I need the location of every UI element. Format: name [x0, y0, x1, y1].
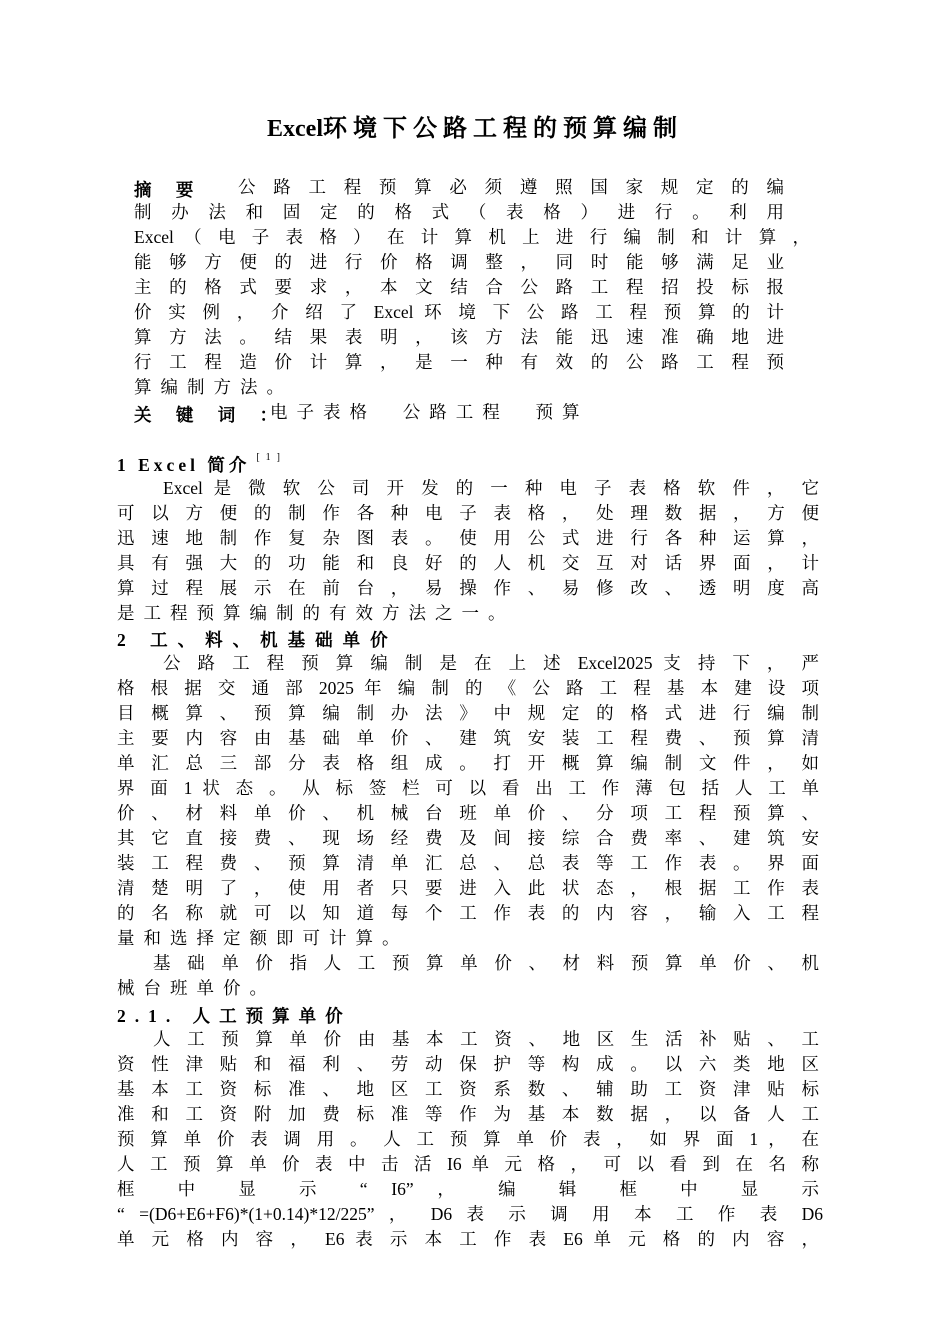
abstract-line: 价 实 例 ， 介 绍 了 Excel 环 境 下 公 路 工 程 预 算 的 计	[134, 302, 784, 322]
section-2-1-line: 人 工 预 算 单 价 表 中 击 活 I6 单 元 格 ， 可 以 看 到 在 名 称	[117, 1154, 819, 1174]
title-text: 环境下公路工程的预算编制	[322, 116, 683, 142]
section-1-line: 具 有 强 大 的 功 能 和 良 好 的 人 机 交 互 对 话 界 面 ， 计	[117, 553, 819, 573]
section-2-para2-line: 械台班单价。	[117, 978, 276, 998]
abstract-line: 行 工 程 造 价 计 算 ， 是 一 种 有 效 的 公 路 工 程 预	[134, 352, 784, 372]
section-2-1-heading: 2.1. 人工预算单价	[117, 1006, 352, 1026]
section-2-1-line: 框 中 显 示 “ I6” ， 编 辑 框 中 显 示	[117, 1179, 819, 1199]
section-1-heading-text: 1 Excel 简介	[117, 455, 251, 475]
section-2-line: 目 概 算 、 预 算 编 制 办 法 》 中 规 定 的 格 式 进 行 编 制	[117, 703, 819, 723]
keywords-label: 关 键 词 ：	[134, 405, 288, 425]
section-2-line: 其 它 直 接 费 、 现 场 经 费 及 间 接 综 合 费 率 、 建 筑 安	[117, 828, 819, 848]
section-2-line: 的 名 称 就 可 以 知 道 每 个 工 作 表 的 内 容 ， 输 入 工 程	[117, 903, 819, 923]
title-latin: Excel	[267, 116, 323, 142]
section-2-1-line: 人 工 预 算 单 价 由 基 本 工 资 、 地 区 生 活 补 贴 、 工	[153, 1029, 819, 1049]
section-2-line: 单 汇 总 三 部 分 表 格 组 成 。 打 开 概 算 编 制 文 件 ， 如	[117, 753, 819, 773]
section-1-heading	[117, 452, 286, 477]
section-2-heading: 2 工、料、机基础单价	[117, 630, 398, 650]
section-2-para2-line: 基 础 单 价 指 人 工 预 算 单 价 、 材 料 预 算 单 价 、 机	[153, 953, 819, 973]
section-1-line: 迅 速 地 制 作 复 杂 图 表 。 使 用 公 式 进 行 各 种 运 算 ，	[117, 528, 819, 548]
section-2-line: 装 工 程 费 、 预 算 清 单 汇 总 、 总 表 等 工 作 表 。 界 面	[117, 853, 819, 873]
section-2-line: 格 根 据 交 通 部 2025 年 编 制 的 《 公 路 工 程 基 本 建 设 项	[117, 678, 819, 698]
section-2-line: 量和选择定额即可计算。	[117, 928, 409, 948]
section-1-line: 算 过 程 展 示 在 前 台 ， 易 操 作 、 易 修 改 、 透 明 度 高	[117, 578, 819, 598]
section-2-line: 主 要 内 容 由 基 础 单 价 、 建 筑 安 装 工 程 费 、 预 算 清	[117, 728, 819, 748]
section-2-1-line: 基 本 工 资 标 准 、 地 区 工 资 系 数 、 辅 助 工 资 津 贴 标	[117, 1079, 819, 1099]
section-2-1-line: 预 算 单 价 表 调 用 。 人 工 预 算 单 价 表 ， 如 界 面 1 ， 在	[117, 1129, 819, 1149]
abstract-line: 算 方 法 。 结 果 表 明 ， 该 方 法 能 迅 速 准 确 地 进	[134, 327, 784, 347]
keywords-value: 电子表格 公路工程 预算	[270, 402, 589, 422]
abstract-line: 主 的 格 式 要 求 ， 本 文 结 合 公 路 工 程 招 投 标 报	[134, 277, 784, 297]
section-2-line: 价 、 材 料 单 价 、 机 械 台 班 单 价 、 分 项 工 程 预 算 、	[117, 803, 819, 823]
section-2-1-line: “ =(D6+E6+F6)*(1+0.14)*12/225” ， D6 表 示 调 用 本 工 作 表 D6	[117, 1204, 823, 1224]
section-1-line: 可 以 方 便 的 制 作 各 种 电 子 表 格 ， 处 理 数 据 ， 方 便	[117, 503, 819, 523]
abstract-line: 制 办 法 和 固 定 的 格 式 （ 表 格 ） 进 行 。 利 用	[134, 202, 784, 222]
section-1-line: 是工程预算编制的有效方法之一。	[117, 603, 515, 623]
abstract-line: 公 路 工 程 预 算 必 须 遵 照 国 家 规 定 的 编	[238, 177, 784, 197]
section-1-line: Excel 是 微 软 公 司 开 发 的 一 种 电 子 表 格 软 件 ， 它	[163, 478, 819, 498]
section-2-line: 公 路 工 程 预 算 编 制 是 在 上 述 Excel2025 支 持 下 ， 严	[163, 653, 819, 673]
abstract-line: 能 够 方 便 的 进 行 价 格 调 整 ， 同 时 能 够 满 足 业	[134, 252, 784, 272]
section-2-1-line: 准 和 工 资 附 加 费 标 准 等 作 为 基 本 数 据 ， 以 备 人 工	[117, 1104, 819, 1124]
section-2-line: 清 楚 明 了 ， 使 用 者 只 要 进 入 此 状 态 ， 根 据 工 作 表	[117, 878, 819, 898]
abstract-line: Excel （ 电 子 表 格 ） 在 计 算 机 上 进 行 编 制 和 计 算 ，	[134, 227, 810, 247]
abstract-label: 摘 要	[134, 180, 204, 200]
section-2-line: 界 面 1 状 态 。 从 标 签 栏 可 以 看 出 工 作 薄 包 括 人 工 单	[117, 778, 819, 798]
document-title	[0, 108, 950, 143]
abstract-line: 算编制方法。	[134, 377, 293, 397]
section-2-1-line: 单 元 格 内 容 ， E6 表 示 本 工 作 表 E6 单 元 格 的 内 容 ，	[117, 1229, 819, 1249]
section-2-1-line: 资 性 津 贴 和 福 利 、 劳 动 保 护 等 构 成 。 以 六 类 地 区	[117, 1054, 819, 1074]
citation-ref: [1]	[256, 452, 286, 463]
